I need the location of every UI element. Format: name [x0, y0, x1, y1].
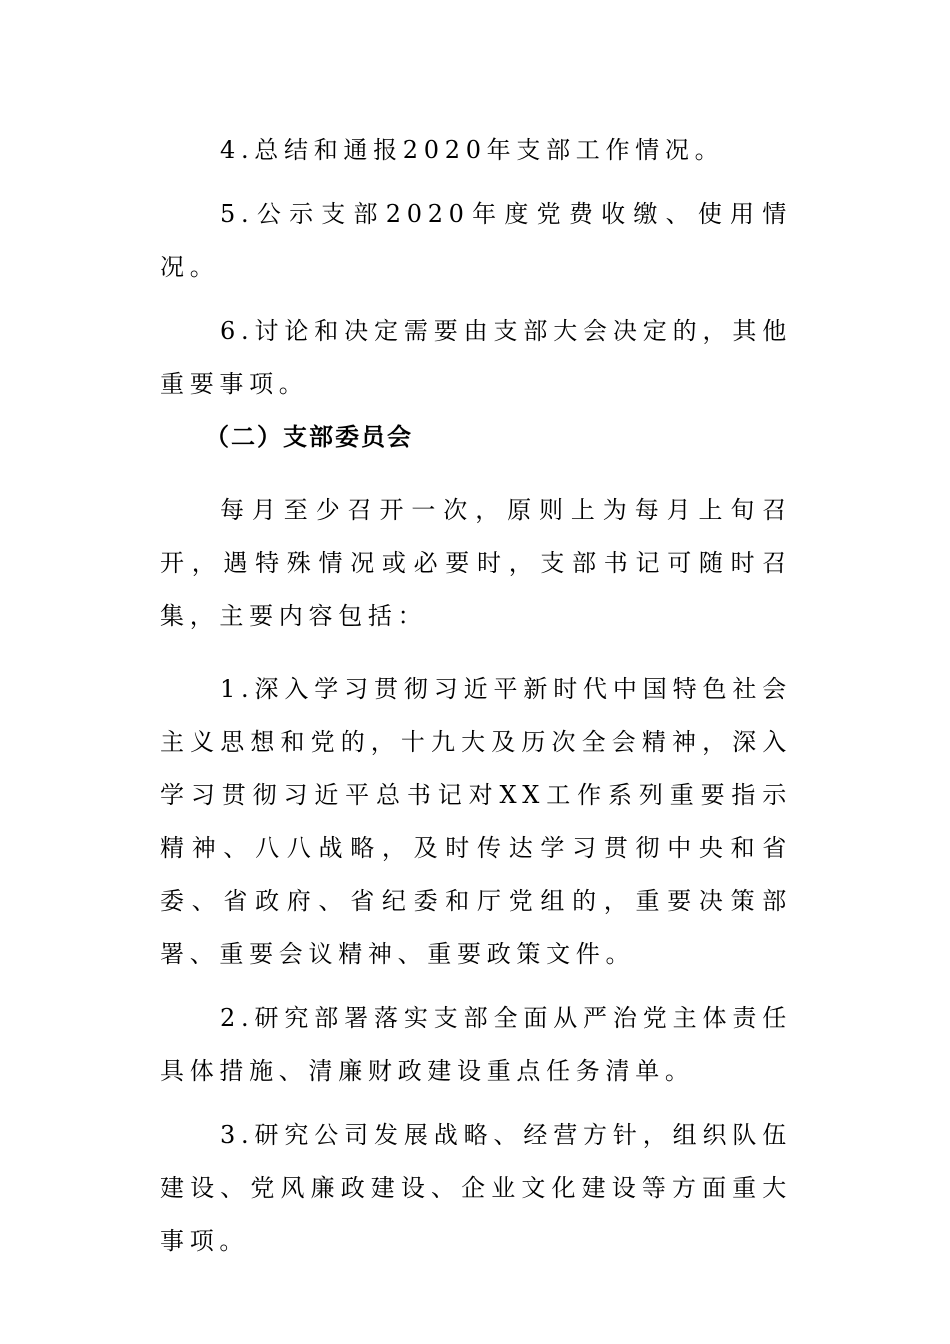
paragraph-item-5: 5.公示支部2020年度党费收缴、使用情况。 — [160, 200, 792, 281]
paragraph-item-6: 6.讨论和决定需要由支部大会决定的，其他重要事项。 — [160, 317, 792, 398]
intro-paragraph: 每月至少召开一次，原则上为每月上旬召开，遇特殊情况或必要时，支部书记可随时召集，主要内容包括： — [160, 496, 792, 630]
paragraph-item-4: 4.总结和通报2020年支部工作情况。 — [220, 136, 725, 164]
list-item-1: 1.深入学习贯彻习近平新时代中国特色社会主义思想和党的，十九大及历次全会精神，深入学习贯彻习近平总书记对XX工作系列重要指示精神、八八战略，及时传达学习贯彻中央和省委、省政府、省纪委和厅党组的，重要决策部署、重要会议精神、重要政策文件。 — [160, 675, 792, 968]
list-item-2: 2.研究部署落实支部全面从严治党主体责任具体措施、清廉财政建设重点任务清单。 — [160, 1004, 792, 1085]
section-heading: （二）支部委员会 — [205, 423, 413, 451]
document-body — [160, 124, 792, 1268]
list-item-3: 3.研究公司发展战略、经营方针，组织队伍建设、党风廉政建设、企业文化建设等方面重大事项。 — [160, 1121, 792, 1255]
